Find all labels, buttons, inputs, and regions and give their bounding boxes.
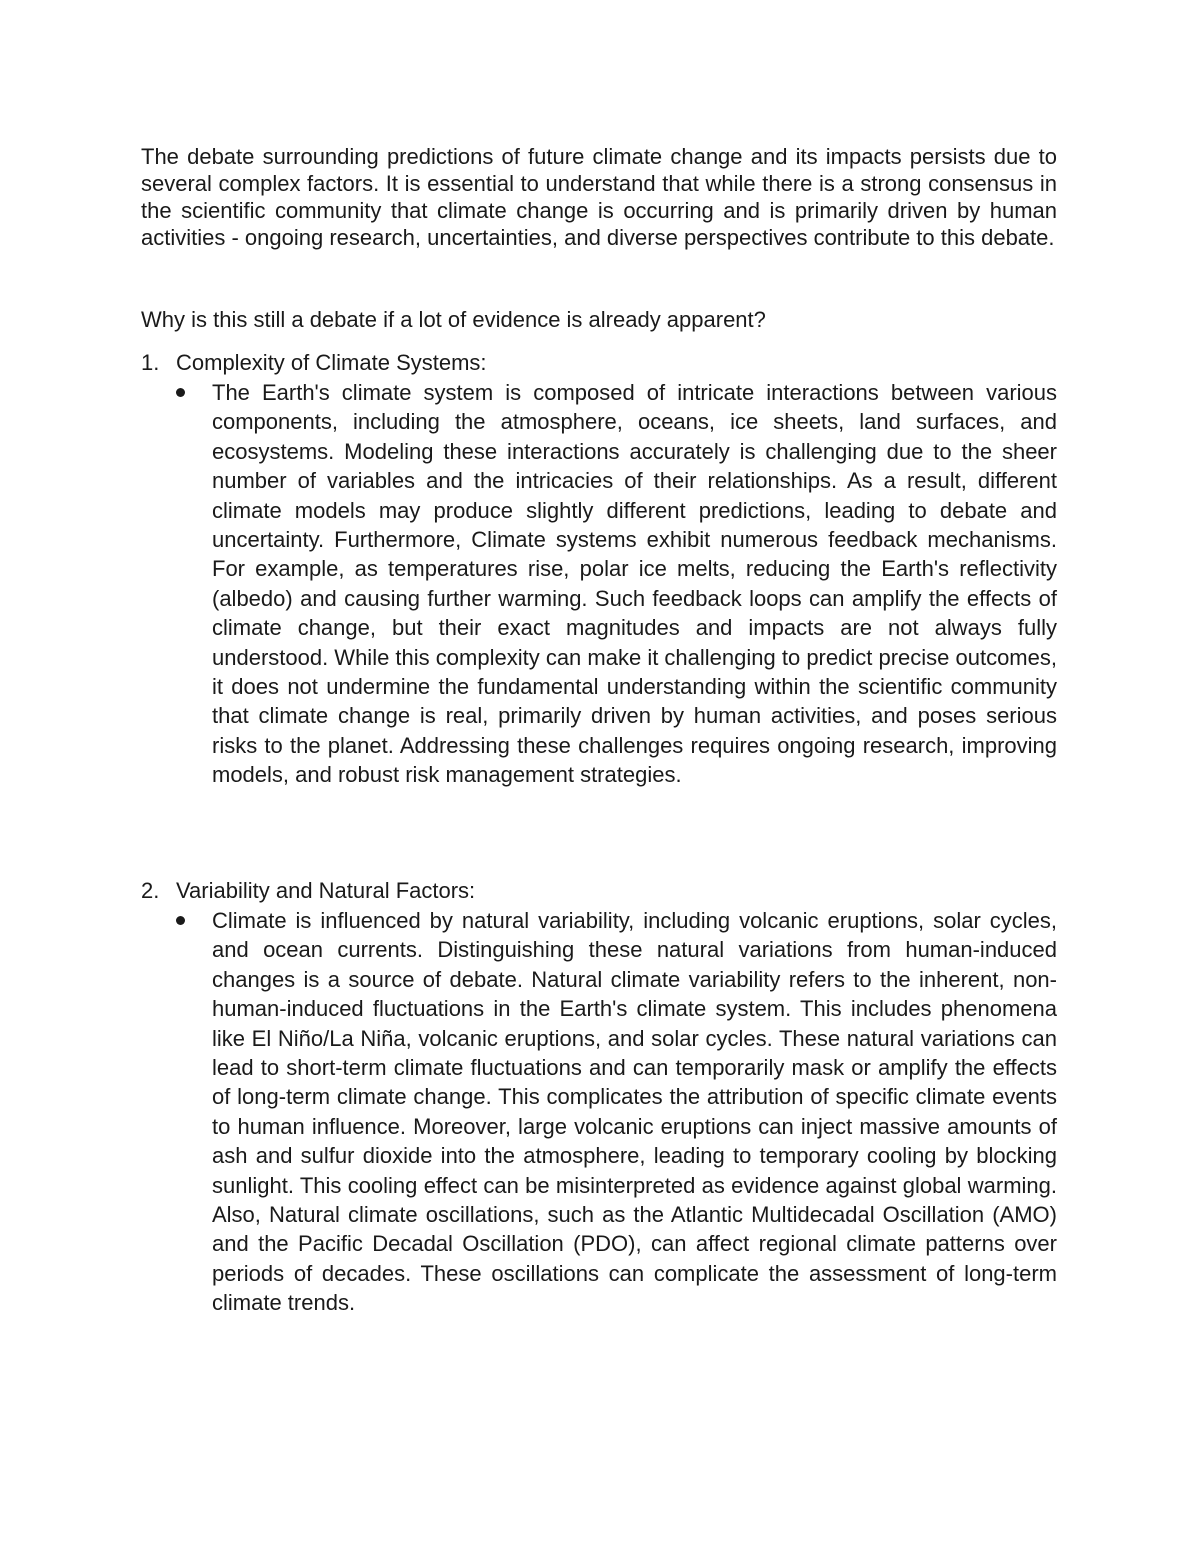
intro-paragraph: The debate surrounding predictions of future climate change and its impacts persists due to several complex factors. It is essential to understand that while there is a strong consensus in the scientific community that climate change is occurring and is primarily driven by human activities - ongoing research, uncertainties, and diverse perspectives contribute to this debate. [141, 144, 1057, 250]
bullet-icon [141, 906, 212, 935]
section-number: 1. [141, 350, 160, 375]
bullet-item [141, 378, 1057, 790]
question-line: Why is this still a debate if a lot of evidence is already apparent? [141, 307, 766, 332]
bullet-icon [141, 378, 212, 407]
bullet-text: The Earth's climate system is composed of intricate interactions between various components, including the atmosphere, oceans, ice sheets, land surfaces, and ecosystems. Modeling these interactions accurately is challenging due to the sheer number of variables and the intricacies of their relationships. As a result, different climate models may produce slightly different predictions, leading to debate and uncertainty. Furthermore, Climate systems exhibit numerous feedback mechanisms. For example, as temperatures rise, polar ice melts, reducing the Earth's reflectivity (albedo) and causing further warming. Such feedback loops can amplify the effects of climate change, but their exact magnitudes and impacts are not always fully understood. While this complexity can make it challenging to predict precise outcomes, it does not undermine the fundamental understanding within the scientific community that climate change is real, primarily driven by human activities, and poses serious risks to the planet. Addressing these challenges requires ongoing research, improving models, and robust risk management strategies. [212, 380, 1057, 788]
section-heading [141, 349, 1057, 376]
section-number: 2. [141, 878, 160, 903]
bullet-item [141, 906, 1057, 1318]
section-title: Variability and Natural Factors: [176, 878, 476, 903]
section-heading [141, 877, 1057, 904]
section-variability [141, 877, 1057, 1318]
section-title: Complexity of Climate Systems: [176, 350, 487, 375]
section-complexity [141, 349, 1057, 790]
bullet-text: Climate is influenced by natural variability, including volcanic eruptions, solar cycles, and ocean currents. Distinguishing these natural variations from human-induced changes is a source of debate. Natural climate variability refers to the inherent, non-human-induced fluctuations in the Earth's climate system. This includes phenomena like El Niño/La Niña, volcanic eruptions, and solar cycles. These natural variations can lead to short-term climate fluctuations and can temporarily mask or amplify the effects of long-term climate change. This complicates the attribution of specific climate events to human influence. Moreover, large volcanic eruptions can inject massive amounts of ash and sulfur dioxide into the atmosphere, leading to temporary cooling by blocking sunlight. This cooling effect can be misinterpreted as evidence against global warming. Also, Natural climate oscillations, such as the Atlantic Multidecadal Oscillation (AMO) and the Pacific Decadal Oscillation (PDO), can affect regional climate patterns over periods of decades. These oscillations can complicate the assessment of long-term climate trends. [212, 908, 1057, 1316]
